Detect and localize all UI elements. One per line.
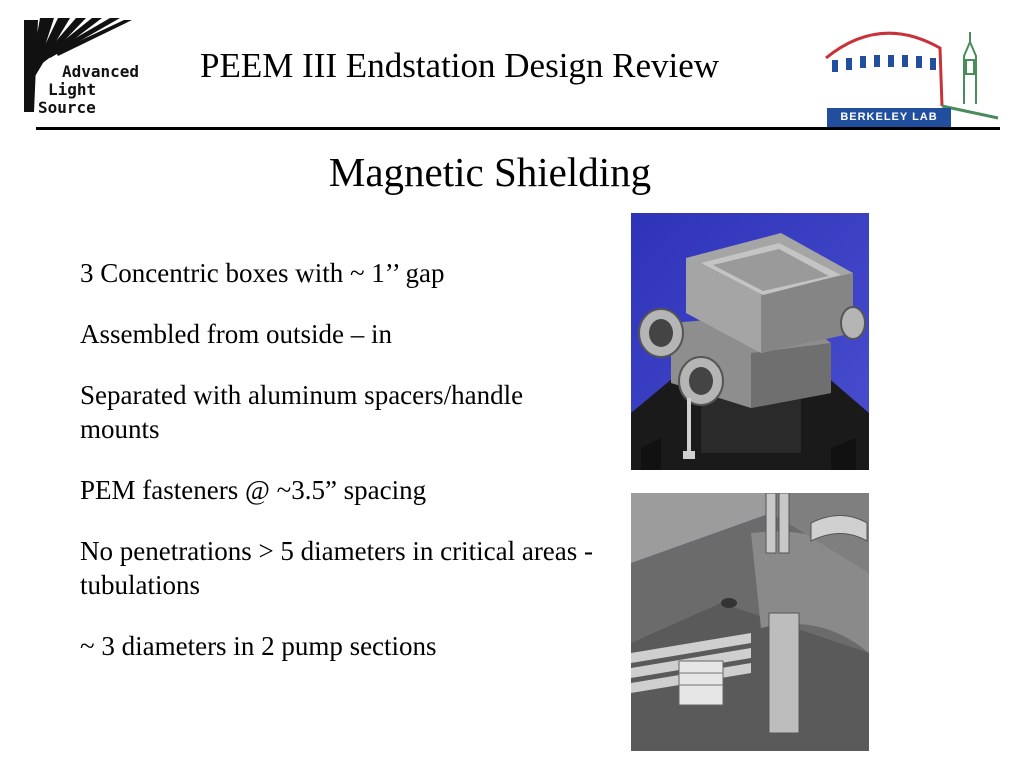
bullet-list (80, 256, 600, 690)
berkeley-lab-logo (820, 14, 1002, 126)
slide-title: Magnetic Shielding (328, 149, 652, 195)
als-word-light: Light (48, 80, 97, 99)
header-title: PEEM III Endstation Design Review (200, 46, 720, 85)
header-divider (36, 127, 1000, 130)
list-item: Assembled from outside – in (80, 319, 392, 349)
shield-cutaway-render (631, 493, 869, 751)
list-item: 3 Concentric boxes with ~ 1’’ gap (80, 258, 445, 288)
als-word-source: Source (38, 98, 96, 117)
shield-assembly-render (631, 213, 869, 470)
als-logo (24, 16, 180, 124)
als-word-advanced: Advanced (62, 62, 140, 81)
list-item: ~ 3 diameters in 2 pump sections (80, 631, 437, 661)
list-item: Separated with aluminum spacers/handle mounts (80, 380, 524, 444)
list-item: PEM fasteners @ ~3.5” spacing (80, 475, 427, 505)
berkeley-lab-label: BERKELEY LAB (827, 108, 951, 127)
list-item: No penetrations > 5 diameters in critical areas - tubulations (80, 536, 594, 600)
